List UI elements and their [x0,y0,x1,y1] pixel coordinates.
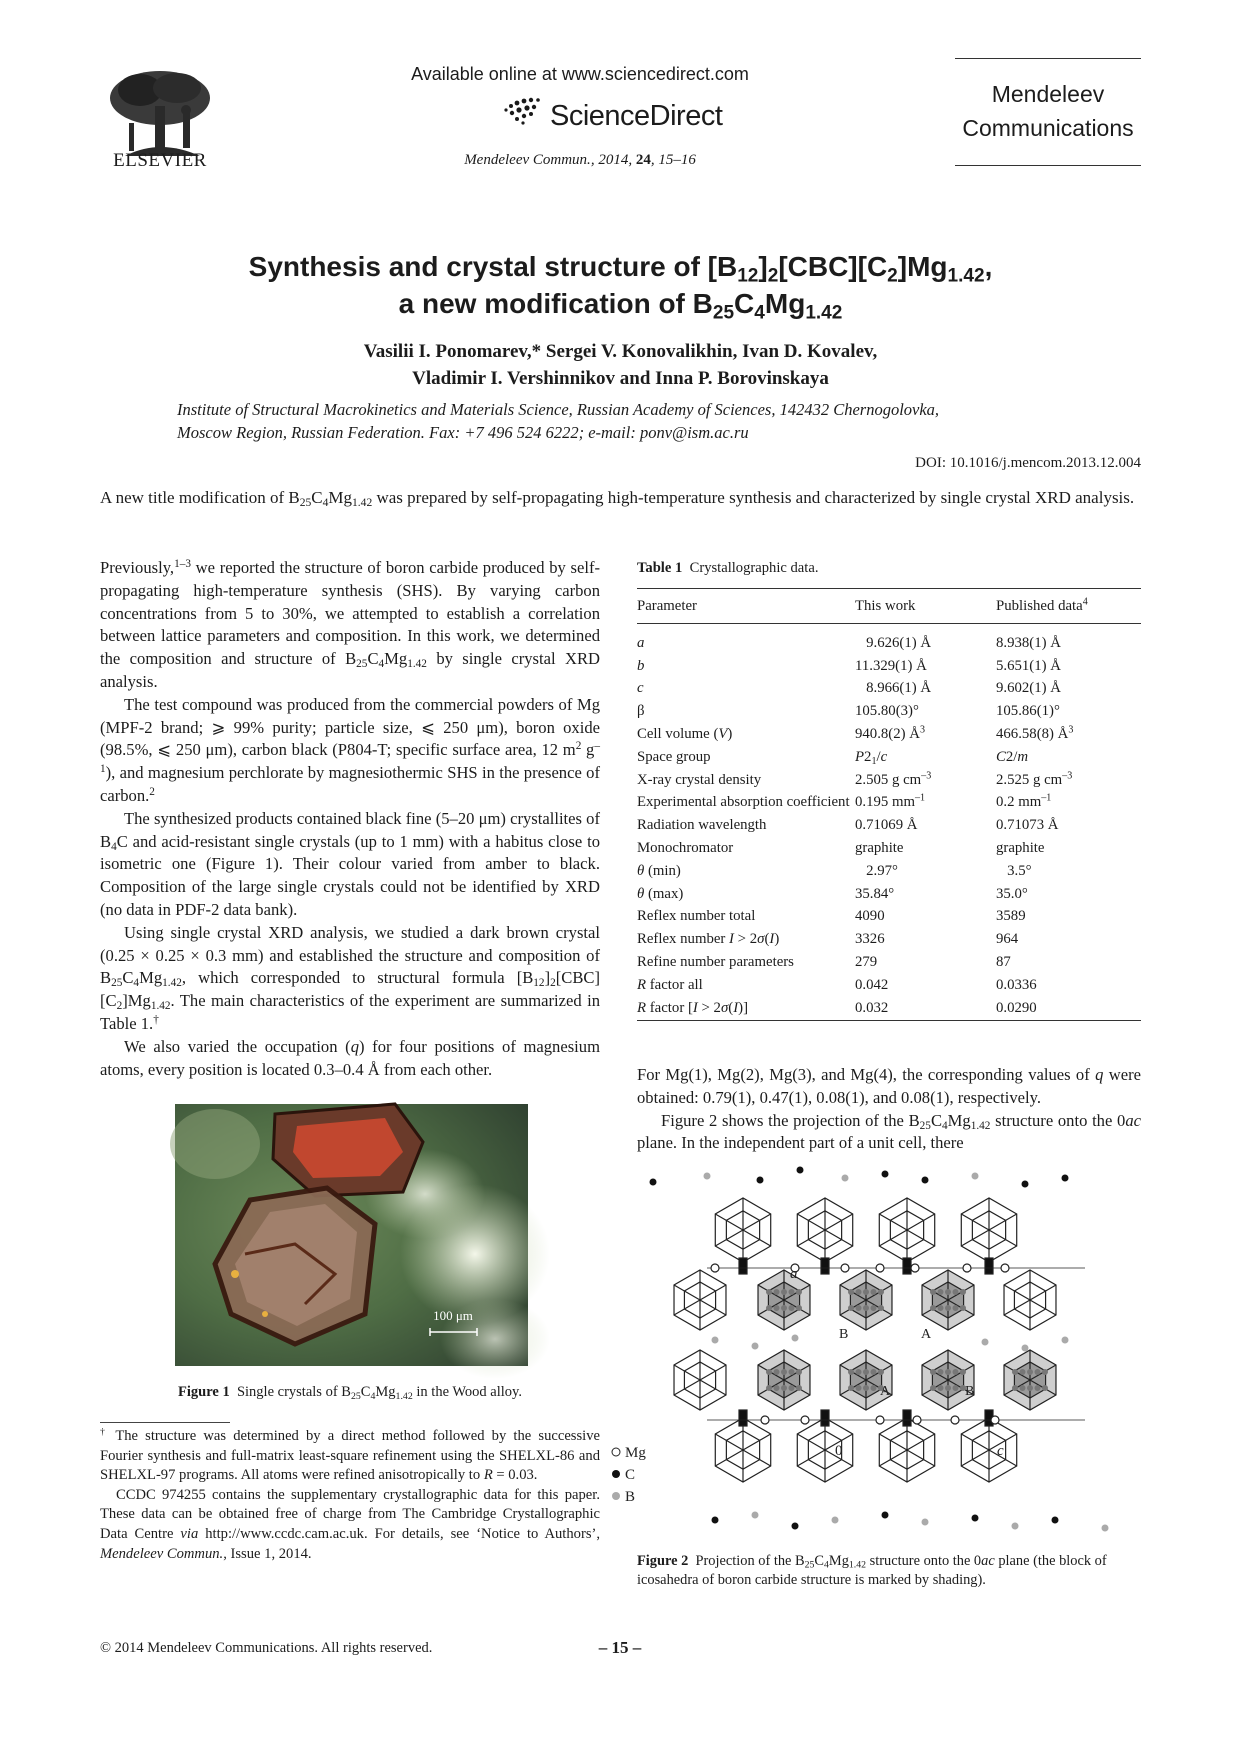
available-online-line[interactable]: Available online at www.sciencedirect.com [411,64,749,84]
paragraph-6: For Mg(1), Mg(2), Mg(3), and Mg(4), the corresponding values of q were obtained: 0.79(1), 0.47(1), 0.08(1), and 0.08(1), respectively. [637,1065,1141,1107]
table-cell-published: 0.0290 [996,997,1141,1020]
figure-1-micrograph [175,1104,528,1366]
table-cell-this-work: 0.042 [855,976,889,993]
cbc-chain [903,1410,911,1426]
copyright-notice: © 2014 Mendeleev Communications. All rights reserved. [100,1640,433,1656]
table-cell-parameter: b [637,657,645,674]
mg-atom [991,1416,999,1424]
affiliation: Institute of Structural Macrokinetics and Materials Science, Russian Academy of Sciences, 142432 Chernogolovka, Moscow Region, Russian Federation. Fax: +7 496 524 6222; e-mail: ponv@ism.ac.ru [177,400,940,442]
table-header-row [637,589,1141,624]
boron-atom [922,1519,929,1526]
cbc-chain [739,1258,747,1274]
mg-atom [911,1264,919,1272]
boron-atom [752,1512,759,1519]
table-cell-this-work: 8.966(1) Å [855,680,932,697]
axis-label-a: a [790,1266,798,1282]
cbc-chain [821,1410,829,1426]
table-row [637,906,1141,929]
table-row [637,723,1141,746]
carbon-atom [882,1512,889,1519]
table-cell-published: 8.938(1) Å [996,634,1061,651]
table-cell-published: C2/m [996,748,1029,765]
mg-atom [761,1416,769,1424]
carbon-atom [792,1523,799,1530]
body-text-right [637,1064,1141,1155]
publisher-name: ELSEVIER [113,150,207,171]
table-cell-this-work: 4090 [855,908,885,925]
legend-mg-marker [612,1448,620,1456]
boron-atom [1012,1523,1019,1530]
boron-atom [752,1343,759,1350]
table-cell-this-work: 940.8(2) $Å^3$ [855,724,925,743]
mg-atom [1001,1264,1009,1272]
origin-label: 0 [835,1443,843,1459]
table-cell-this-work: 3326 [855,931,885,948]
table-cell-parameter: Reflex number I > 2σ(I) [637,931,780,948]
doi-link[interactable]: DOI: 10.1016/j.mencom.2013.12.004 [915,455,1141,471]
boron-atom [972,1173,979,1180]
mg-atom [801,1416,809,1424]
header-published: Published data$^4$ [996,589,1141,624]
legend-c: C [625,1467,636,1483]
body-text-left [100,557,600,1081]
figure-2-structure-projection [625,1170,1141,1540]
table-cell-published: 0.71073 Å [996,817,1059,834]
paragraph-5: We also varied the occupation (q) for four positions of magnesium atoms, every position is located 0.3–0.4 Å from each other. [100,1036,600,1079]
table-cell-parameter: Monochromator [637,840,734,857]
mg-atom [711,1264,719,1272]
table-row [637,792,1141,815]
table-row [637,624,1141,655]
boron-atom [792,1335,799,1342]
legend-b: B [625,1489,636,1505]
table-cell-published: 5.651(1) Å [996,657,1061,674]
table-cell-this-work: 11.329(1) Å [855,657,927,674]
table-cell-published: 35.0° [996,885,1028,902]
carbon-atom [922,1177,929,1184]
journal-name-box: Mendeleev Communications [955,58,1141,166]
table-cell-this-work: 0.71069 Å [855,817,918,834]
abstract: A new title modification of $B_{25}C_4Mg_{1.42}$ was prepared by self-propagating high-temperature synthesis and characterized by single crystal XRD analysis. [100,488,1135,510]
legend-b-marker [612,1492,620,1500]
footnote-divider [100,1422,230,1423]
table-row [637,951,1141,974]
table-row [637,974,1141,997]
table-row [637,837,1141,860]
carbon-atom [1022,1181,1029,1188]
mg-atom [841,1264,849,1272]
table-row [637,814,1141,837]
table-cell-this-work: 105.80(3)° [855,703,919,720]
sciencedirect-wordmark: ScienceDirect [550,100,723,132]
header-this-work: This work [855,589,996,624]
table-row [637,655,1141,678]
sciencedirect-dots-icon [502,96,544,126]
table-cell-published: 3589 [996,908,1026,925]
scale-bar-label: 100 μm [433,1308,473,1323]
carbon-atom [972,1515,979,1522]
cbc-chain [739,1410,747,1426]
table-cell-this-work: 9.626(1) Å [855,634,932,651]
carbon-atom [882,1171,889,1178]
paragraph-7: Figure 2 shows the projection of the $B_{25}C_4Mg_{1.42}$ structure onto the 0ac plane. In the independent part of a unit cell, there [637,1110,1141,1153]
paragraph-4: Using single crystal XRD analysis, we studied a dark brown crystal (0.25 × 0.25 × 0.3 mm) and established the structure and composition of $B_{25}C_4Mg_{1.42}$, which corresponded to structural formula $[B_{12}]_2[CBC][C_2]Mg_{1.42}$. The main characteristics of the experiment are summarized in Table 1.† [100,922,600,1033]
cbc-chain [985,1258,993,1274]
mg-atom [876,1264,884,1272]
mg-atom [951,1416,959,1424]
footnote: † The structure was determined by a direct method followed by the successive Fourier synthesis and full-matrix least-square refinement using the SHELXL-86 and SHELXL-97 programs. All atoms were refined anisotropically to R = 0.03. CCDC 974255 contains the supplementary crystallographic data for this paper. These data can be obtained free of charge from The Cambridge Crystallographic Data Centre via http://www.ccdc.cam.ac.uk. For details, see ‘Notice to Authors’, Mendeleev Commun., Issue 1, 2014. [100,1426,601,1562]
table-row [637,883,1141,906]
paragraph-3: The synthesized products contained black fine (5–20 μm) crystallites of $B_4C$ and acid-resistant single crystals (up to 1 mm) with a habitus close to isometric one (Figure 1). Their colour varied from amber to black. Composition of the large single crystals could not be identified by XRD (no data in PDF-2 data bank). [100,808,600,919]
header-parameter: Parameter [637,589,855,624]
boron-atom [982,1339,989,1346]
table-row [637,678,1141,701]
table-cell-parameter: θ (max) [637,885,684,902]
table-row [637,746,1141,769]
carbon-atom [1062,1175,1069,1182]
table-cell-parameter: Radiation wavelength [637,817,767,834]
boron-atom [842,1175,849,1182]
carbon-atom [712,1517,719,1524]
cbc-chain [903,1258,911,1274]
carbon-atom [797,1167,804,1174]
table-row [637,860,1141,883]
table-cell-parameter: Space group [637,748,711,765]
table-cell-published: 3.5° [996,862,1032,879]
table-row [637,997,1141,1020]
table-cell-parameter: X-ray crystal density [637,771,762,788]
table-cell-parameter: R factor all [637,976,703,993]
block-label-a2: A [880,1384,891,1399]
table-cell-this-work: 2.97° [855,862,898,879]
table-cell-published: 87 [996,954,1011,971]
table-cell-parameter: β [637,703,645,720]
table-cell-this-work: 279 [855,954,878,971]
table-cell-this-work: graphite [855,840,904,857]
legend-c-marker [612,1470,620,1478]
block-label-a1: A [921,1327,932,1342]
table-cell-published: 466.58(8) $Å^3$ [996,724,1074,743]
mg-atom [876,1416,884,1424]
table-cell-published: 0.2 $mm^{-1}$ [996,792,1052,811]
table-row [637,700,1141,723]
journal-citation: Mendeleev Commun., 2014, 24, 15–16 [464,152,696,168]
table-cell-parameter: Experimental absorption coefficient [637,794,850,811]
table-cell-parameter: R factor [I > 2σ(I)] [637,997,855,1020]
boron-atom [832,1517,839,1524]
table-cell-parameter: a [637,634,645,651]
figure-1-caption: Figure 1 Single crystals of $B_{25}C_4Mg_{1.42}$ in the Wood alloy. [178,1384,522,1402]
cbc-chain [821,1258,829,1274]
table-cell-parameter: θ (min) [637,862,681,879]
table-cell-published: 9.602(1) Å [996,680,1061,697]
article-title: Synthesis and crystal structure of $[B_{12}]_2[CBC][C_2]Mg_{1.42}$, a new modification of $B_{25}C_4Mg_{1.42}$ [248,251,993,324]
table-1-caption: Table 1 Crystallographic data. [637,560,819,576]
table-cell-this-work: $P2_1/c$ [855,748,888,767]
mg-atom [963,1264,971,1272]
block-label-b1: B [839,1327,849,1342]
paragraph-1: Previously,$^{1-3}$ we reported the structure of boron carbide produced by self-propagating high-temperature synthesis (SHS). By varying carbon concentrations from 5 to 30%, we attempted to establish a correlation between lattice parameters and composition. In this work, we determined the composition and structure of $B_{25}C_4Mg_{1.42}$ by single crystal XRD analysis. [100,557,600,691]
table-cell-parameter: Reflex number total [637,908,756,925]
mg-atom [913,1416,921,1424]
boron-atom [712,1337,719,1344]
figure-2-caption: Figure 2 Projection of the $B_{25}C_4Mg_{1.42}$ structure onto the 0ac plane (the block of icosahedra of boron carbide structure is marked by shading). [637,1553,1107,1588]
table-cell-parameter: Cell volume (V) [637,726,733,743]
author-list: Vasilii I. Ponomarev,* Sergei V. Konovalikhin, Ivan D. Kovalev, Vladimir I. Vershinnikov and Inna P. Borovinskaya [363,341,878,389]
table-row [637,769,1141,792]
boron-atom [1022,1345,1029,1352]
crystallographic-data-table [637,588,1141,1021]
table-cell-this-work: 0.032 [855,997,996,1020]
table-cell-parameter: Refine number parameters [637,954,794,971]
table-cell-published: graphite [996,840,1045,857]
carbon-atom [650,1179,657,1186]
table-cell-this-work: 2.505 g $cm^{-3}$ [855,770,932,788]
block-label-b2: B [965,1384,975,1399]
boron-atom [704,1173,711,1180]
boron-atom [1102,1525,1109,1532]
table-cell-published: 964 [996,931,1019,948]
table-cell-this-work: 35.84° [855,885,895,902]
figure-2-legend [612,1445,646,1505]
table-cell-parameter: c [637,680,644,697]
table-cell-published: 2.525 g $cm^{-3}$ [996,770,1073,788]
table-row [637,928,1141,951]
page-number: – 15 – [598,1638,642,1657]
table-cell-published: 105.86(1)° [996,703,1060,720]
carbon-atom [1052,1517,1059,1524]
table-cell-this-work: 0.195 $mm^{-1}$ [855,792,926,811]
paragraph-2: The test compound was produced from the commercial powders of Mg (MPF-2 brand; ⩾ 99% purity; particle size, ⩽ 250 μm), boron oxide (98.5%, ⩽ 250 μm), carbon black (P804-T; specific surface area, 12 $m^2$ $g^{-1}$), and magnesium perchlorate by magnesiothermic SHS in the presence of carbon.$^2$ [100,694,600,805]
axis-label-c: c [997,1443,1004,1459]
table-cell-published: 0.0336 [996,976,1037,993]
legend-mg: Mg [625,1445,646,1461]
boron-atom [1062,1337,1069,1344]
carbon-atom [757,1177,764,1184]
